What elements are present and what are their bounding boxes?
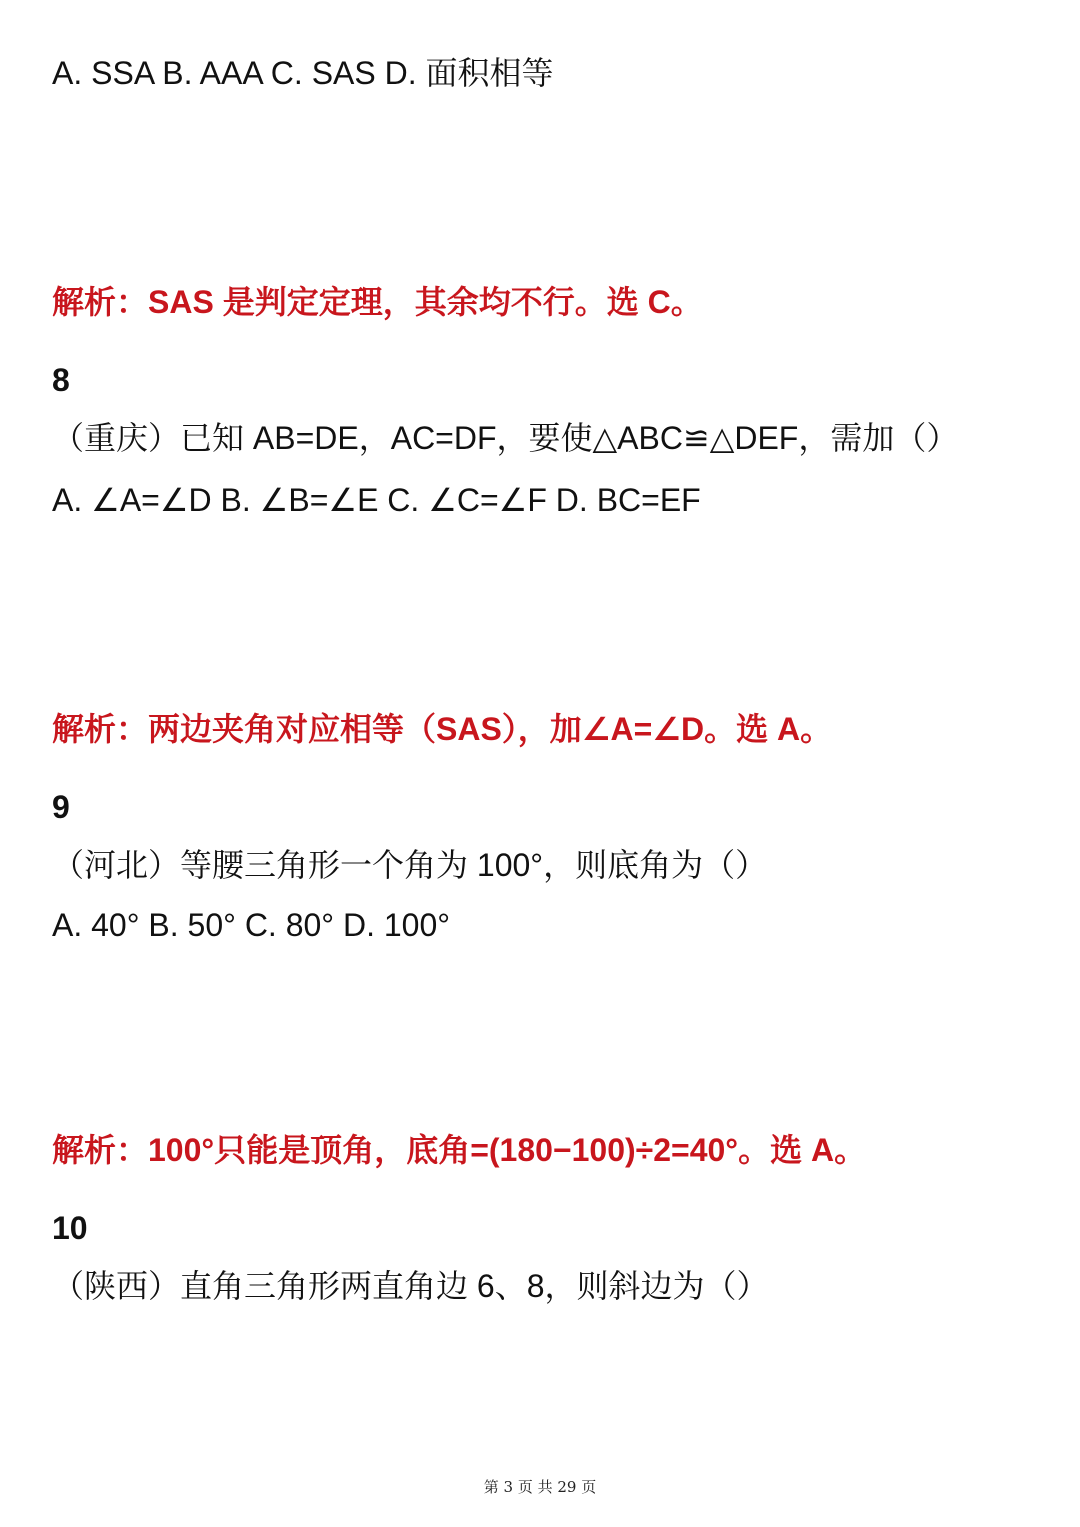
q9-number: 9: [52, 789, 70, 825]
q7-options: A. SSA B. AAA C. SAS D. 面积相等: [52, 55, 554, 91]
q9-analysis: 解析：100°只能是顶角，底角=(180−100)÷2=40°。选 A。: [52, 1132, 867, 1168]
page-footer: 第 3 页 共 29 页: [483, 1478, 597, 1496]
q8-options: A. ∠A=∠D B. ∠B=∠E C. ∠C=∠F D. BC=EF: [52, 482, 701, 518]
q9-options: A. 40° B. 50° C. 80° D. 100°: [52, 907, 451, 943]
q8-analysis: 解析：两边夹角对应相等（SAS），加∠A=∠D。选 A。: [52, 711, 833, 747]
q9-stem: （河北）等腰三角形一个角为 100°，则底角为（）: [52, 847, 768, 883]
q8-stem: （重庆）已知 AB=DE，AC=DF，要使△ABC≌△DEF，需加（）: [52, 420, 959, 456]
q10-stem: （陕西）直角三角形两直角边 6、8，则斜边为（）: [52, 1268, 769, 1304]
q10-number: 10: [52, 1210, 88, 1246]
q8-number: 8: [52, 362, 70, 398]
q7-analysis: 解析：SAS 是判定定理，其余均不行。选 C。: [52, 284, 703, 320]
